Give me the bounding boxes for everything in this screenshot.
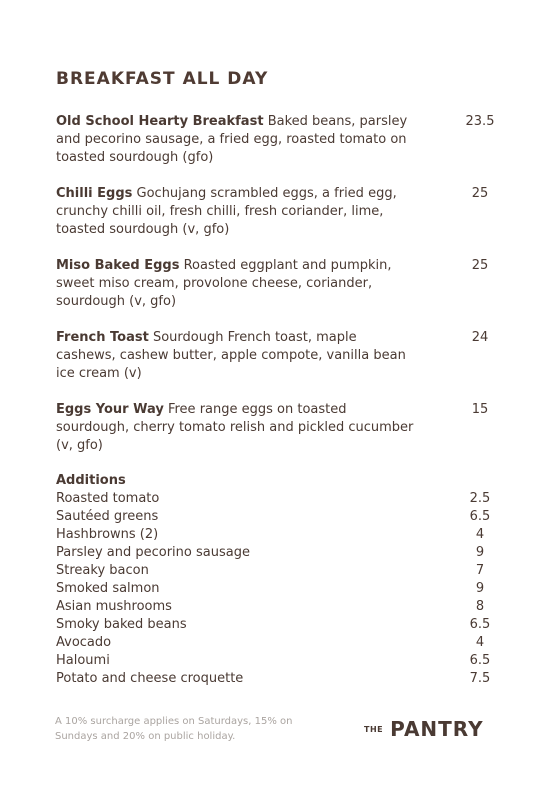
addition-price: 7.5 — [469, 671, 491, 686]
addition-name: Asian mushrooms — [56, 599, 172, 614]
addition-price: 6.5 — [469, 617, 491, 632]
item-price: 23.5 — [465, 114, 495, 129]
addition-price: 6.5 — [469, 509, 491, 524]
addition-name: Potato and cheese croquette — [56, 671, 244, 686]
addition-name: Haloumi — [56, 653, 110, 668]
addition-row — [56, 634, 506, 652]
item-description: Free range eggs on toasted sourdough, cherry tomato relish and pickled cucumber (v, gfo) — [56, 402, 414, 453]
logo-wordmark: PANTRY — [390, 717, 484, 741]
additions-heading: Additions — [56, 473, 126, 488]
menu-item — [56, 329, 506, 383]
item-name: Old School Hearty Breakfast — [56, 114, 264, 129]
addition-price: 7 — [475, 563, 485, 578]
addition-price: 4 — [475, 527, 485, 542]
addition-price: 8 — [475, 599, 485, 614]
addition-row — [56, 598, 506, 616]
menu-item — [56, 113, 506, 167]
item-description: Roasted eggplant and pumpkin, sweet miso cream, provolone cheese, coriander, sourdough (v, gfo) — [56, 258, 392, 309]
addition-row — [56, 526, 506, 544]
addition-name: Streaky bacon — [56, 563, 149, 578]
addition-name: Roasted tomato — [56, 491, 160, 506]
addition-price: 9 — [475, 581, 485, 596]
item-description: Gochujang scrambled eggs, a fried egg, crunchy chilli oil, fresh chilli, fresh coriander, lime, toasted sourdough (v, gfo) — [56, 186, 397, 237]
addition-row — [56, 616, 506, 634]
addition-name: Sautéed greens — [56, 509, 159, 524]
additions-section — [56, 472, 506, 688]
addition-row — [56, 490, 506, 508]
addition-name: Smoked salmon — [56, 581, 160, 596]
addition-price: 9 — [475, 545, 485, 560]
menu-item — [56, 257, 506, 311]
menu-item — [56, 401, 506, 455]
menu-item — [56, 185, 506, 239]
addition-row — [56, 508, 506, 526]
addition-price: 2.5 — [469, 491, 491, 506]
addition-row — [56, 580, 506, 598]
addition-price: 4 — [475, 635, 485, 650]
surcharge-note: A 10% surcharge applies on Saturdays, 15% on Sundays and 20% on public holiday. — [55, 716, 293, 742]
item-name: Miso Baked Eggs — [56, 258, 180, 273]
addition-price: 6.5 — [469, 653, 491, 668]
menu-items — [56, 113, 506, 473]
item-price: 25 — [471, 258, 489, 273]
logo-prefix: THE — [364, 724, 384, 734]
item-name: Eggs Your Way — [56, 402, 164, 417]
item-name: French Toast — [56, 330, 149, 345]
addition-row — [56, 562, 506, 580]
item-description: Sourdough French toast, maple cashews, cashew butter, apple compote, vanilla bean ice cream (v) — [56, 330, 406, 381]
addition-row — [56, 670, 506, 688]
addition-row — [56, 652, 506, 670]
item-price: 25 — [471, 186, 489, 201]
addition-name: Avocado — [56, 635, 112, 650]
item-description: Baked beans, parsley and pecorino sausage, a fried egg, roasted tomato on toasted sourdough (gfo) — [56, 114, 408, 165]
addition-name: Parsley and pecorino sausage — [56, 545, 250, 560]
item-name: Chilli Eggs — [56, 186, 133, 201]
addition-row — [56, 544, 506, 562]
addition-name: Smoky baked beans — [56, 617, 187, 632]
pantry-logo — [364, 716, 484, 742]
addition-name: Hashbrowns (2) — [56, 527, 159, 542]
menu-title: BREAKFAST ALL DAY — [56, 69, 269, 89]
item-price: 15 — [471, 402, 489, 417]
item-price: 24 — [471, 330, 489, 345]
